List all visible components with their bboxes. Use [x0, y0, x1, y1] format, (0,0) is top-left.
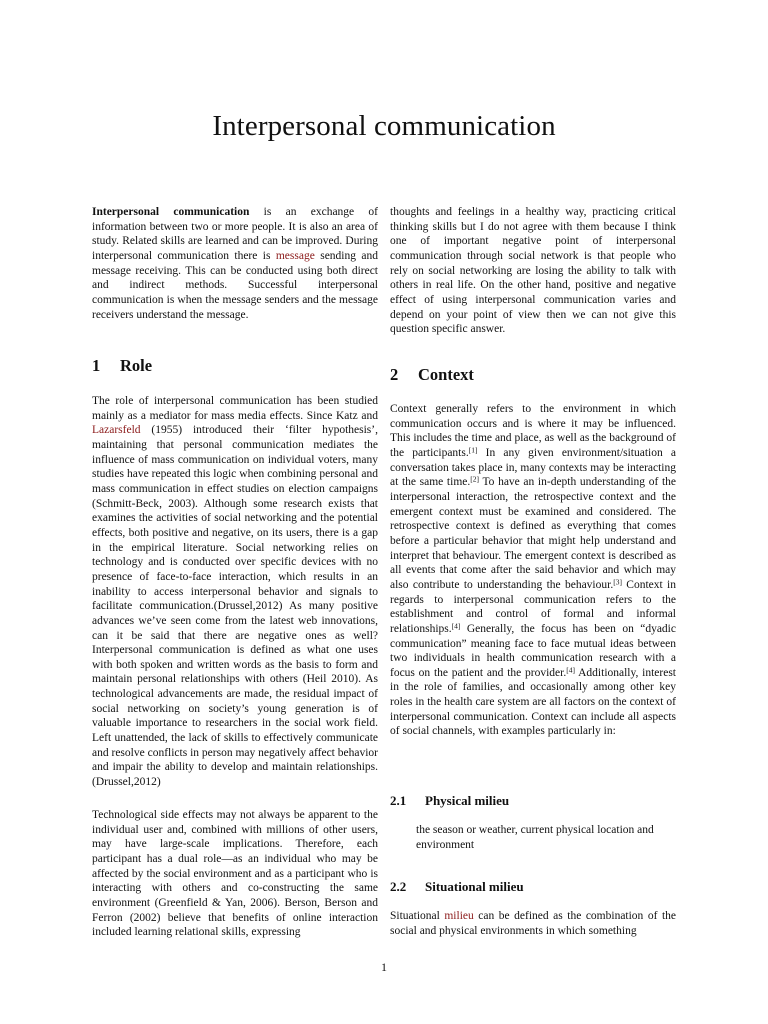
intro-text: is an exchange of information between two or more people. It is also an area of study. Related skills are learned and can be improved. During interpersonal communication there is — [92, 206, 378, 262]
subsection-number: 2.2 — [390, 879, 407, 894]
article-title: Interpersonal communication — [212, 110, 556, 142]
section-context-heading — [390, 365, 676, 385]
citation-ref[interactable]: [4] — [451, 621, 461, 631]
page-number: 1 — [381, 960, 387, 974]
subsection-situational-heading — [390, 879, 676, 895]
subsection-number: 2.1 — [390, 793, 407, 808]
subsection-title: Situational milieu — [425, 879, 524, 894]
milieu-link[interactable]: milieu — [444, 910, 474, 922]
role-text: The role of interpersonal communication has been studied mainly as a mediator for mass media effects. Since Katz and — [92, 395, 378, 422]
citation-ref[interactable]: [3] — [613, 577, 622, 587]
context-text-3: To have an in-depth understanding of the interpersonal interaction, the retrospective context and the emergent context must be examined and considered. The retrospective context is defined as everything that comes before a particular behavior that might help understand and interpret that behaviour. The emergent context is described as all events that come after the said behavior and which may also contribute to understanding the behaviour. — [390, 476, 676, 591]
section-title: Context — [418, 365, 474, 384]
lazarsfeld-link[interactable]: Lazarsfeld — [92, 424, 141, 437]
message-link[interactable]: message — [275, 249, 315, 262]
intro-paragraph — [92, 205, 378, 322]
situational-text: Situational — [390, 910, 445, 922]
intro-text-end: sending and message receiving. This can be conducted using both direct and indirect methods. Successful interpersonal communication is when the message senders and the message receivers understand the message. — [92, 249, 378, 321]
subsection-title: Physical milieu — [425, 793, 510, 808]
role-text-cont: (1955) introduced their ‘filter hypothesis’, maintaining that personal communication mediates the influence of mass communication on individual voters, many studies have repeated this logic when combining personal and mass communication in effect studies on election campaigns (Schmitt-Beck, 2003). Although some research exists that examines the activities of social networking and the potential effects, both positive and negative, on its users, there is a gap in the empirical literature. Social networking relies on technology and is conducted over specific devices with no presence of face-to-face interaction, which results in an inability to access interpersonal behavior and signals to facilitate communication.(Drussel,2012) As many positive advances we’ve seen come from the latest web innovations, can it be said that there are negative ones as well? Interpersonal communication is defined as what one uses with both spoken and written words as the basis to form and maintain personal relationships with others (Heil 2010). As technological advancements are made, the residual impact of social networking on society’s young generation is of valuable importance to researchers in the social work field. Left unattended, the lack of skills to effectively communicate and resolve conflicts in person may negatively affect behavior and impair the ability to develop and maintain relationships. (Drussel,2012) — [92, 424, 378, 789]
context-text-2: In any given environment/situation a conversation takes place in, many contexts may be interacting at the same time. — [390, 446, 677, 489]
section-title: Role — [120, 356, 153, 375]
situational-paragraph — [390, 909, 676, 938]
intro-term: Interpersonal communication — [92, 206, 250, 218]
citation-ref[interactable]: [4] — [566, 665, 575, 675]
section-number: 2 — [390, 365, 399, 384]
context-text-1: Context generally refers to the environment in which communication occurs and is where it may be influenced. This includes the time and place, as well as the background of the participants. — [390, 403, 676, 459]
citation-ref[interactable]: [1] — [468, 445, 478, 455]
section-role-heading — [92, 356, 378, 376]
physical-milieu-text: the season or weather, current physical location and environment — [416, 824, 654, 851]
subsection-physical-heading — [390, 793, 676, 809]
context-text-4: Context in regards to interpersonal communication refers to the establishment and control of formal and informal relationships. — [390, 578, 676, 635]
situational-text-end: can be defined as the combination of the social and physical environments in which something — [390, 910, 676, 937]
role-paragraph-1 — [92, 394, 378, 790]
role-paragraph-2: Technological side effects may not always be apparent to the individual user and, combined with millions of other users, may have large-scale implications. Therefore, each participant has a dual role—as an individual who may be affected by the social environment and as a participant who is interacting with others and co-constructing the same environment (Greenfield & Yan, 2006). Berson, Berson and Ferron (2002) believe that benefits of online interaction included learning relational skills, expressing — [92, 809, 378, 939]
context-paragraph — [390, 402, 676, 739]
context-text-6: Additionally, interest in the role of families, and occasionally among other key roles in the health care system are all factors on the context of interpersonal communication. Context can include all aspects of social channels, with examples particularly in: — [390, 666, 677, 738]
context-text-5: Generally, the focus has been on “dyadic communication” meaning face to face mutual ideas between two individuals in health communication research with a focus on the patient and the provider. — [390, 622, 676, 679]
citation-ref[interactable]: [2] — [470, 474, 479, 484]
continued-paragraph: thoughts and feelings in a healthy way, practicing critical thinking skills but I do not agree with them because I think one of important negative point of interpersonal communication through social network is that people who rely on social networking are losing the ability to talk with others in real life. On the other hand, positive and negative effect of using interpersonal communication varies and depend on your point of view then we can not give this question specific answer. — [390, 206, 676, 336]
section-number: 1 — [92, 356, 101, 375]
